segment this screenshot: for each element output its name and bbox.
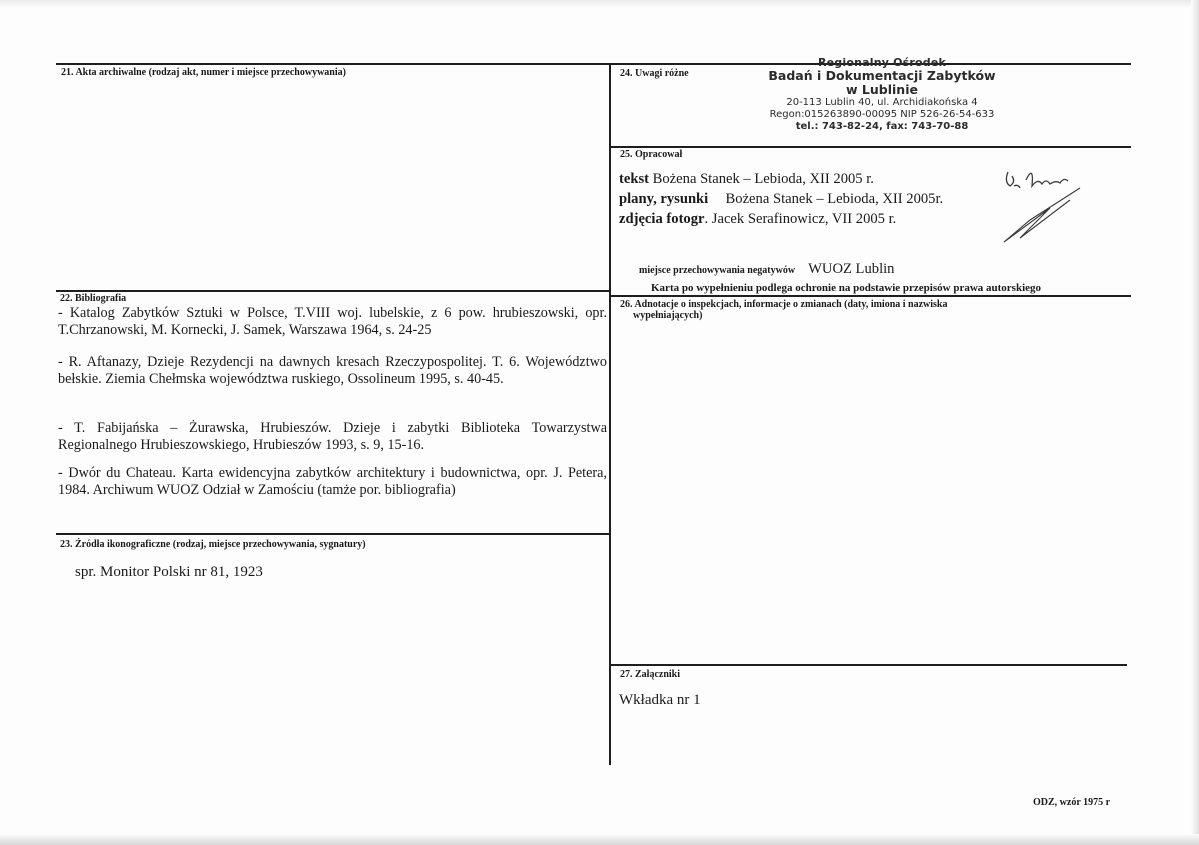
bibliography-list xyxy=(58,354,607,388)
section-26-header-cont: wypełniających) xyxy=(633,310,703,321)
institution-stamp xyxy=(742,56,1022,133)
negatives-value: WUOZ Lublin xyxy=(808,261,895,277)
vertical-divider xyxy=(609,63,611,765)
bibliography-item: - Katalog Zabytków Sztuki w Polsce, T.VIII woj. lubelskie, z 6 pow. hrubieszowski, opr. T.Chrzanowski, M. Kornecki, J. Samek, Warszawa 1964, s. 24-25 xyxy=(58,305,607,338)
author-row-value: Bożena Stanek – Lebioda, XII 2005r. xyxy=(725,191,944,207)
bibliography-list xyxy=(58,305,607,339)
iconography-text: spr. Monitor Polski nr 81, 1923 xyxy=(75,564,263,580)
section-24-header: 24. Uwagi różne xyxy=(620,68,689,79)
rule-25-right xyxy=(610,146,1131,148)
section-21-header: 21. Akta archiwalne (rodzaj akt, numer i miejsce przechowywania) xyxy=(61,67,346,78)
section-25-header: 25. Opracował xyxy=(620,149,683,160)
section-22-header: 22. Bibliografia xyxy=(60,293,127,304)
copyright-note: Karta po wypełnieniu podlega ochronie na podstawie przepisów prawa autorskiego xyxy=(651,282,1042,294)
author-row-label: zdjęcia fotogr xyxy=(619,211,705,227)
handwritten-signature xyxy=(990,160,1100,250)
author-row-value: Bożena Stanek – Lebioda, XII 2005 r. xyxy=(652,171,874,187)
stamp-line: 20-113 Lublin 40, ul. Archidiakońska 4 xyxy=(786,97,978,108)
negatives-label: miejsce przechowywania negatywów xyxy=(639,265,796,276)
rule-22-left xyxy=(56,290,610,292)
rule-26-right xyxy=(610,295,1131,297)
stamp-line: w Lublinie xyxy=(846,82,918,97)
section-27-header: 27. Załączniki xyxy=(620,669,681,680)
bibliography-item: - R. Aftanazy, Dzieje Rezydencji na dawnych kresach Rzeczypospolitej. T. 6. Województwo bełskie. Ziemia Chełmska województwa ruskiego, Ossolineum 1995, s. 40-45. xyxy=(58,354,607,387)
bibliography-item: - Dwór du Chateau. Karta ewidencyjna zabytków architektury i budownictwa, opr. J. Petera, 1984. Archiwum WUOZ Odział w Zamościu (tamże por. bibliografia) xyxy=(58,465,607,498)
stamp-line: Regionalny Ośrodek xyxy=(817,56,947,69)
stamp-line: Badań i Dokumentacji Zabytków xyxy=(768,68,996,83)
section-23-header: 23. Źródła ikonograficzne (rodzaj, miejsce przechowywania, sygnatury) xyxy=(60,539,366,550)
author-row-label: tekst xyxy=(619,171,649,187)
author-row-label: plany, rysunki xyxy=(619,191,709,207)
author-row-value: . Jacek Serafinowicz, VII 2005 r. xyxy=(704,211,897,227)
author-row-text xyxy=(619,171,874,188)
bibliography-list xyxy=(58,420,607,454)
negatives-location xyxy=(639,261,894,278)
section-26-header: 26. Adnotacje o inspekcjach, informacje o zmianach (daty, imiona i nazwiska xyxy=(620,299,948,310)
bibliography-list xyxy=(58,465,607,499)
author-row-plans xyxy=(619,191,943,208)
stamp-line: Regon:015263890-00095 NIP 526-26-54-633 xyxy=(769,109,995,120)
stamp-line: tel.: 743-82-24, fax: 743-70-88 xyxy=(795,121,969,132)
author-row-photos xyxy=(619,211,896,228)
bibliography-item: - T. Fabijańska – Żurawska, Hrubieszów. Dzieje i zabytki Biblioteka Towarzystwa Regionalnego Hrubieszowskiego, Hrubieszów 1993, s. 9, 15-16. xyxy=(58,420,607,453)
rule-23-left xyxy=(56,533,610,535)
form-version-footer: ODZ, wzór 1975 r xyxy=(1033,797,1111,808)
attachments-text: Wkładka nr 1 xyxy=(619,692,701,708)
rule-27-right xyxy=(610,664,1127,666)
